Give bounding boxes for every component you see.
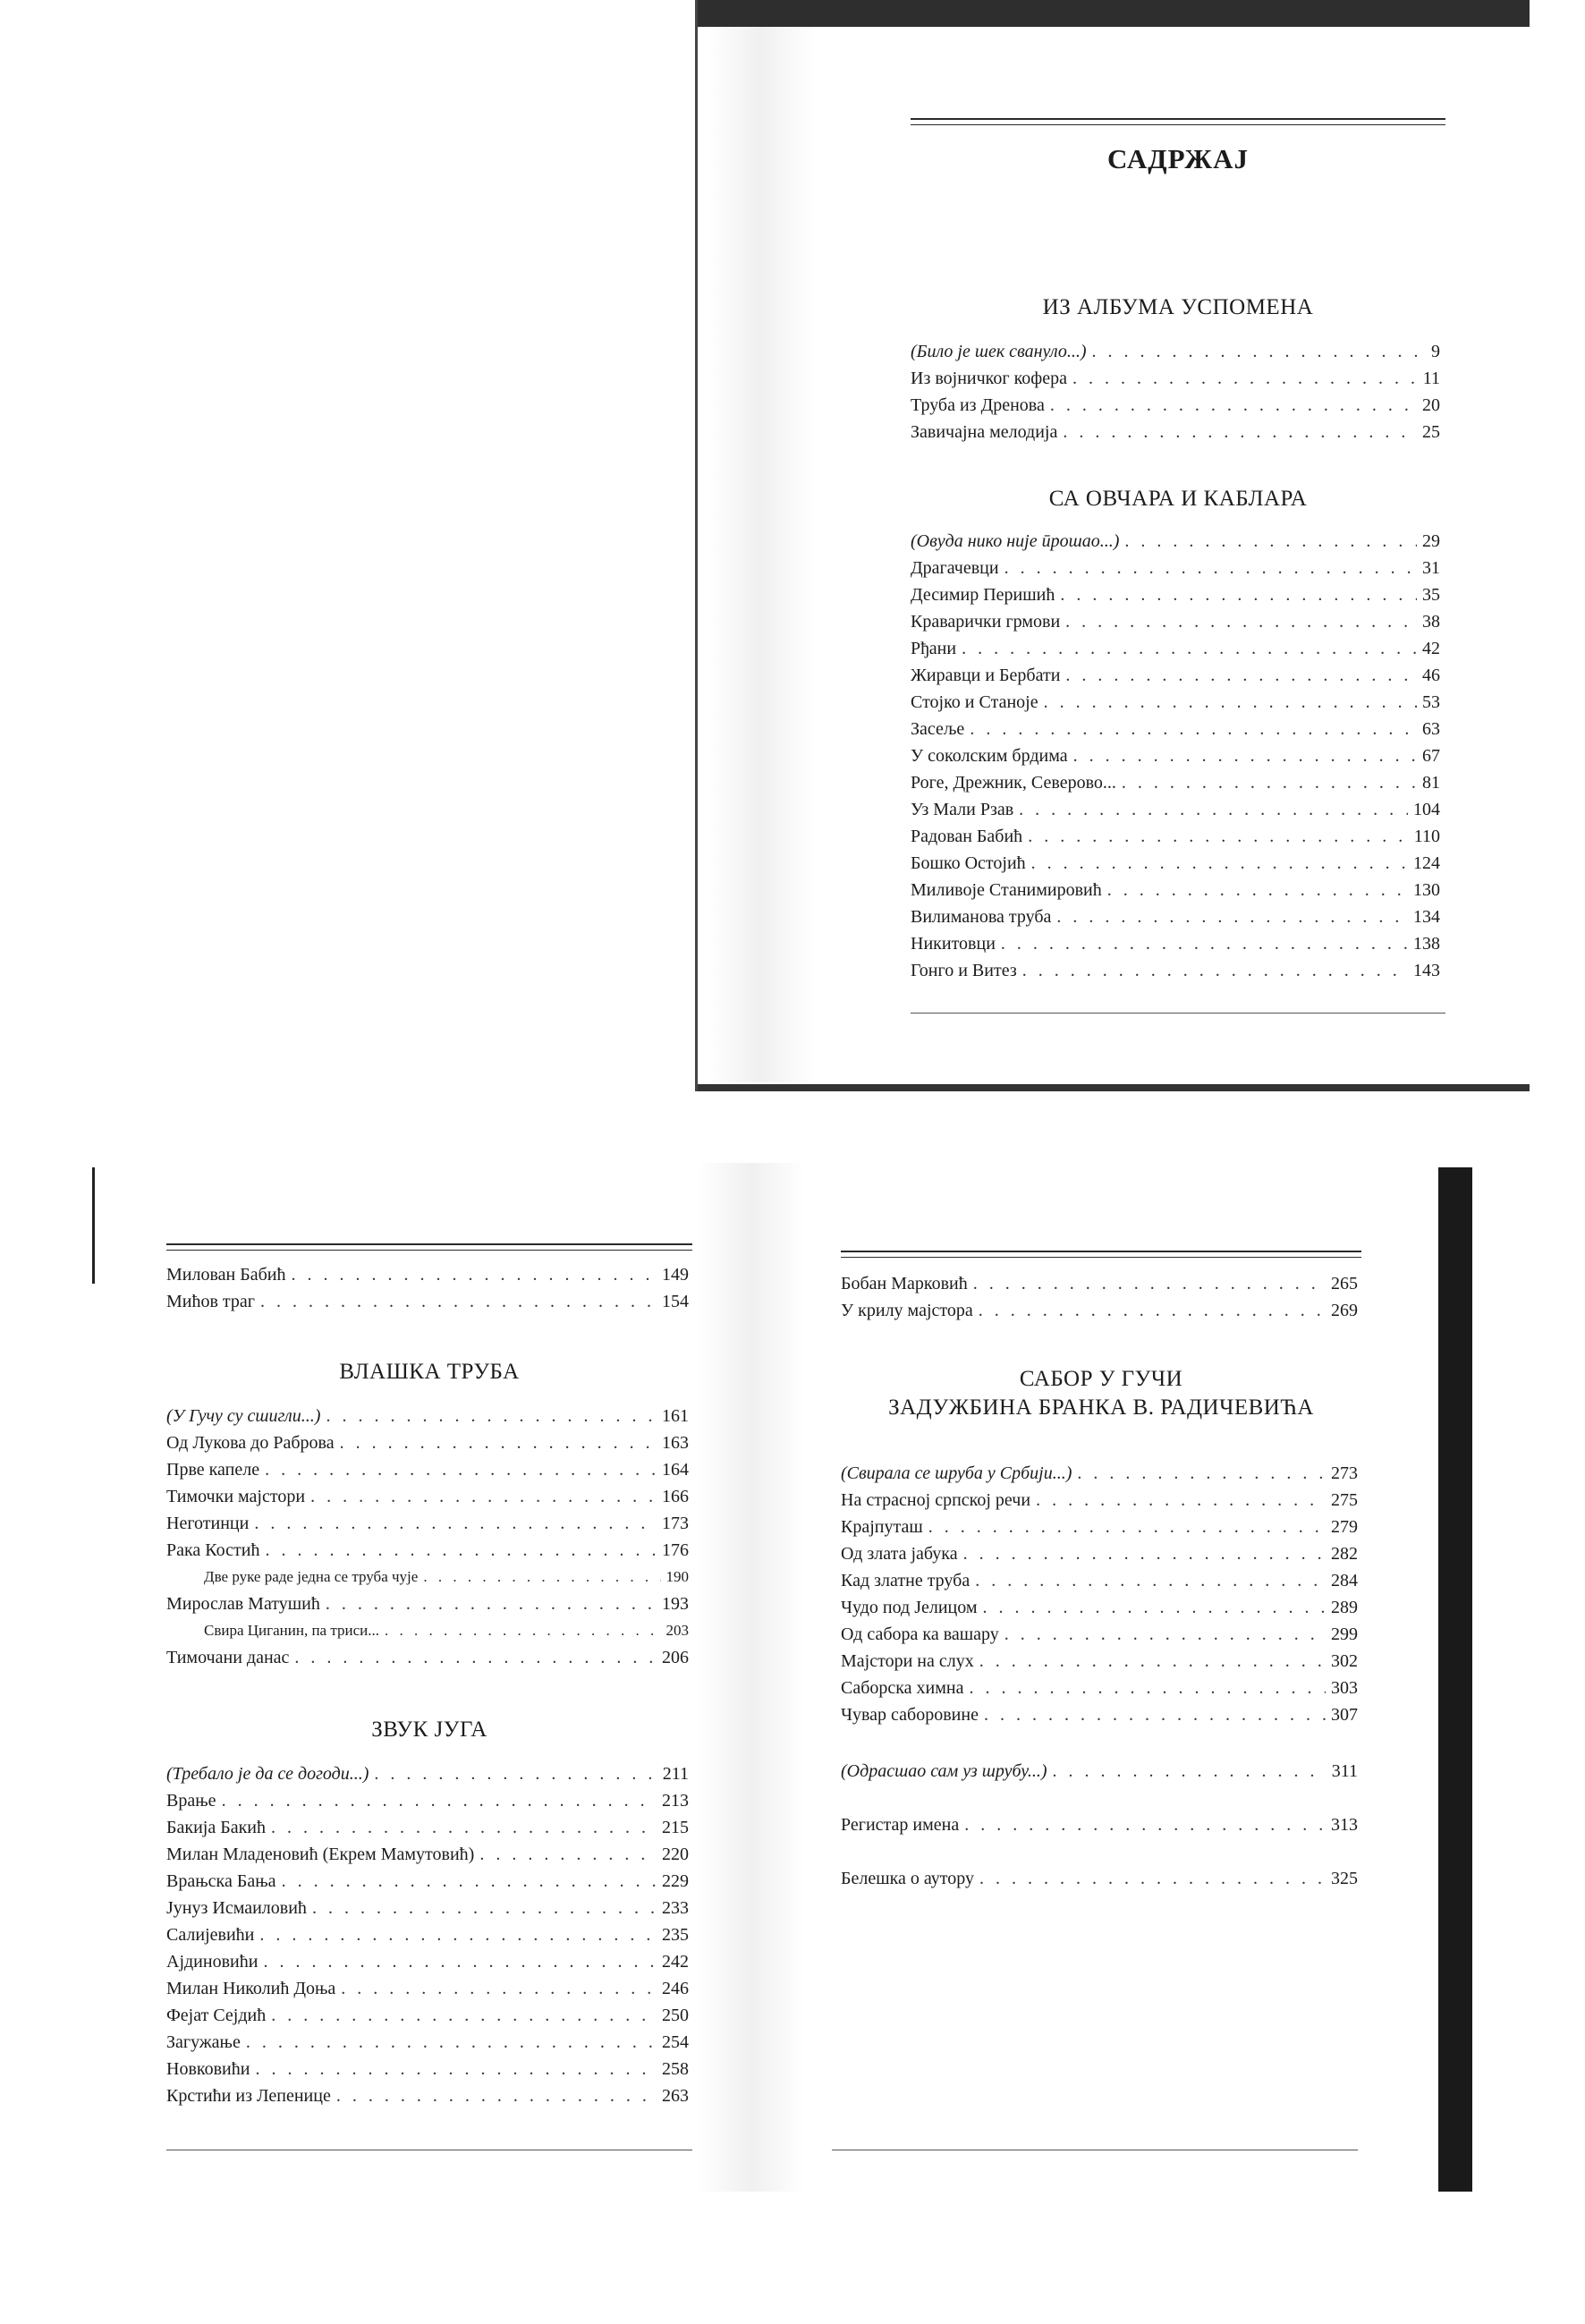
toc-entry-page-number: 166 [662, 1487, 689, 1506]
dot-leader [479, 1841, 657, 1868]
toc-entry-title: У соколским брдима [911, 746, 1068, 766]
toc-entry-page-number: 81 [1422, 773, 1440, 793]
toc-entry-title: Од сабора ка вашару [841, 1624, 999, 1644]
toc-entry-title: Две руке раде једна се труба чује [204, 1568, 419, 1585]
toc-entry-page-number: 289 [1331, 1598, 1358, 1617]
toc-entry-title: Врањска Бања [166, 1871, 276, 1891]
toc-entry-title: Од Лукова до Раброва [166, 1433, 335, 1453]
toc-entry-title: Завичајна мелодија [911, 422, 1058, 442]
toc-entry-page-number: 311 [1331, 1761, 1358, 1781]
toc-entry-title: Стојко и Станоје [911, 692, 1038, 712]
toc-entry-title: Од злата јабука [841, 1544, 958, 1564]
dot-leader [341, 1975, 657, 2002]
toc-entry-title: Крајпуташ [841, 1517, 923, 1537]
toc-entry [911, 823, 1440, 850]
toc-entry-title: Милован Бабић [166, 1265, 286, 1285]
dot-leader [1019, 796, 1408, 823]
toc-entry [166, 2056, 689, 2082]
right-top-rule [841, 1251, 1361, 1258]
toc-entry-title: (У Гучу су сшигли...) [166, 1406, 321, 1426]
dot-leader [1077, 1460, 1326, 1487]
toc-entry [911, 338, 1440, 365]
toc-entry-title: Радован Бабић [911, 827, 1023, 846]
dot-leader [962, 635, 1417, 662]
dot-leader [263, 1948, 657, 1975]
dot-leader [1004, 555, 1417, 581]
dot-leader [1028, 823, 1409, 850]
toc-entry-title: Неготинци [166, 1514, 250, 1533]
dot-leader [1004, 1621, 1326, 1648]
toc-entry-page-number: 235 [662, 1925, 689, 1945]
dot-leader [970, 1675, 1326, 1701]
dot-leader [1044, 689, 1417, 716]
dot-leader [1073, 742, 1417, 769]
toc-entry-page-number: 29 [1422, 531, 1440, 551]
toc-entry-title: Уз Мали Рзав [911, 800, 1014, 819]
dot-leader [1001, 930, 1408, 957]
toc-entry [166, 2002, 689, 2029]
top-rule [911, 118, 1445, 125]
dot-leader [979, 1648, 1326, 1675]
toc-entry-page-number: 233 [662, 1898, 689, 1918]
dot-leader [254, 1510, 657, 1537]
toc-entry-page-number: 67 [1422, 746, 1440, 766]
toc-entry-title: Мирослав Матушић [166, 1594, 320, 1614]
toc-entry [911, 930, 1440, 957]
toc-entry-page-number: 220 [662, 1845, 689, 1864]
toc-entry-title: (Овуда нико није ūрошао...) [911, 531, 1120, 551]
toc-entry [841, 1648, 1358, 1675]
dot-leader [1065, 608, 1417, 635]
toc-entry-title: Новковићи [166, 2059, 250, 2079]
toc-entry [841, 1487, 1358, 1514]
toc-entry-title: Рака Костић [166, 1540, 260, 1560]
toc-entry-page-number: 203 [665, 1622, 689, 1639]
toc-entry-page-number: 193 [662, 1594, 689, 1614]
toc-entry-page-number: 263 [662, 2086, 689, 2106]
toc-entry-page-number: 313 [1331, 1815, 1358, 1835]
toc-entry-page-number: 273 [1331, 1463, 1358, 1483]
dot-leader [979, 1297, 1326, 1324]
toc-entry-title: Салијевићи [166, 1925, 255, 1945]
toc-entry-page-number: 124 [1413, 853, 1440, 873]
toc-entry-title: Милан Николић Доња [166, 1979, 336, 1998]
toc-entry [911, 635, 1440, 662]
toc-entry-page-number: 206 [662, 1648, 689, 1667]
toc-entry-title: Жиравци и Бербати [911, 666, 1061, 685]
dot-leader [259, 1921, 657, 1948]
toc-entry-page-number: 190 [665, 1568, 689, 1585]
toc-list-zvuk [166, 1760, 689, 2109]
toc-entry-title: (Требало је да се догоди...) [166, 1764, 369, 1784]
toc-entry-title: Белешка о аутору [841, 1869, 974, 1888]
toc-entry [911, 365, 1440, 392]
toc-entry-page-number: 110 [1413, 827, 1440, 846]
toc-entry-page-number: 25 [1422, 422, 1440, 442]
toc-entry [911, 742, 1440, 769]
toc-entry-title: Драгачевци [911, 558, 999, 578]
dot-leader [291, 1261, 657, 1288]
toc-entry-page-number: 275 [1331, 1490, 1358, 1510]
toc-entry [166, 1590, 689, 1617]
toc-entry-title: Мајстори на слух [841, 1651, 974, 1671]
toc-entry-title: Крстићи из Лепенице [166, 2086, 331, 2106]
toc-entry [166, 1617, 689, 1644]
toc-entry-page-number: 154 [662, 1292, 689, 1311]
toc-entry [166, 1975, 689, 2002]
toc-list-closing [841, 1758, 1358, 1892]
dot-leader [294, 1644, 657, 1671]
scan-bottom-edge [695, 1084, 1530, 1091]
dot-leader [265, 1537, 657, 1564]
toc-entry-title: Тимочки мајстори [166, 1487, 306, 1506]
toc-entry [841, 1514, 1358, 1540]
section-heading-album: ИЗ АЛБУМА УСПОМЕНА [1042, 295, 1314, 319]
scan-right-page-edge [1438, 1167, 1472, 2192]
toc-entry-title: Роге, Дрежник, Северово... [911, 773, 1116, 793]
dot-leader [1053, 1758, 1326, 1785]
toc-entry-title: Фејат Сејдић [166, 2006, 267, 2025]
toc-entry [841, 1270, 1358, 1297]
section-heading-sabor-line1: САБОР У ГУЧИ [1019, 1367, 1183, 1391]
toc-entry [841, 1567, 1358, 1594]
dot-leader [1063, 419, 1417, 445]
toc-entry [166, 2029, 689, 2056]
toc-entry-title: Гонго и Витез [911, 961, 1017, 980]
toc-entry-page-number: 143 [1413, 961, 1440, 980]
toc-entry-page-number: 38 [1422, 612, 1440, 632]
toc-entry [166, 1483, 689, 1510]
dot-leader [423, 1564, 660, 1590]
dot-leader [970, 716, 1417, 742]
toc-entry-page-number: 164 [662, 1460, 689, 1480]
toc-entry-title: (Било је шек свануло...) [911, 342, 1087, 361]
scan-top-edge [695, 0, 1530, 27]
toc-entry-title: Десимир Перишић [911, 585, 1055, 605]
toc-entry [841, 1811, 1358, 1838]
toc-entry-page-number: 211 [662, 1764, 689, 1784]
toc-entry-page-number: 134 [1413, 907, 1440, 927]
toc-entry-title: Кад златне труба [841, 1571, 970, 1590]
toc-entry [841, 1675, 1358, 1701]
toc-entry-title: Саборска химна [841, 1678, 964, 1698]
toc-entry-title: Свира Циганин, па триси... [204, 1622, 379, 1639]
toc-entry [911, 555, 1440, 581]
toc-entry-page-number: 63 [1422, 719, 1440, 739]
toc-entry [911, 689, 1440, 716]
toc-entry [166, 1537, 689, 1564]
dot-leader [326, 1403, 657, 1429]
bottom-rule [911, 1013, 1445, 1014]
toc-entry [166, 1841, 689, 1868]
toc-entry-page-number: 246 [662, 1979, 689, 1998]
toc-entry [841, 1540, 1358, 1567]
toc-entry [911, 877, 1440, 903]
dot-leader [963, 1540, 1326, 1567]
toc-entry-page-number: 176 [662, 1540, 689, 1560]
toc-entry [166, 2082, 689, 2109]
toc-entry-title: Ајдиновићи [166, 1952, 259, 1972]
toc-entry-page-number: 215 [662, 1818, 689, 1837]
toc-entry-page-number: 303 [1331, 1678, 1358, 1698]
toc-entry-page-number: 325 [1331, 1869, 1358, 1888]
toc-entry [166, 1456, 689, 1483]
toc-entry [166, 1760, 689, 1787]
toc-list-left-intro [166, 1261, 689, 1315]
toc-entry [166, 1868, 689, 1895]
toc-entry [166, 1895, 689, 1921]
dot-leader [1036, 1487, 1326, 1514]
toc-entry-page-number: 11 [1422, 369, 1440, 388]
dot-leader [975, 1567, 1326, 1594]
toc-entry [911, 903, 1440, 930]
dot-leader [271, 2002, 657, 2029]
dot-leader [326, 1590, 657, 1617]
toc-entry [841, 1621, 1358, 1648]
dot-leader [260, 1288, 657, 1315]
toc-entry-title: Никитовци [911, 934, 996, 954]
toc-entry-title: Чувар сабoровине [841, 1705, 979, 1725]
toc-entry-page-number: 279 [1331, 1517, 1358, 1537]
toc-entry-page-number: 254 [662, 2032, 689, 2052]
toc-entry-title: Чудо под Јелицом [841, 1598, 978, 1617]
toc-entry [166, 1261, 689, 1288]
toc-entry [166, 1644, 689, 1671]
toc-entry-page-number: 250 [662, 2006, 689, 2025]
toc-entry-page-number: 307 [1331, 1705, 1358, 1725]
toc-entry [841, 1865, 1358, 1892]
toc-entry-title: Тимочани данас [166, 1648, 290, 1667]
toc-entry [911, 662, 1440, 689]
page-title: САДРЖАЈ [1107, 143, 1249, 174]
scan-left-page-edge [92, 1167, 95, 1284]
toc-entry [166, 1921, 689, 1948]
toc-entry [911, 796, 1440, 823]
dot-leader [1056, 903, 1408, 930]
toc-entry-title: Врање [166, 1791, 216, 1811]
toc-entry-title: Миливоје Станимировић [911, 880, 1102, 900]
toc-entry-title: Бакија Бакић [166, 1818, 266, 1837]
toc-entry [841, 1460, 1358, 1487]
toc-entry [841, 1297, 1358, 1324]
toc-entry-title: Милан Младеновић (Екрем Мамутовић) [166, 1845, 475, 1864]
toc-list-ovcar [911, 528, 1440, 984]
toc-entry [166, 1948, 689, 1975]
scan-left-edge [695, 0, 698, 1091]
dot-leader [1022, 957, 1408, 984]
dot-leader [336, 2082, 657, 2109]
toc-entry-title: Јунуз Исмаиловић [166, 1898, 307, 1918]
toc-list-sabor [841, 1460, 1358, 1728]
toc-entry-page-number: 130 [1413, 880, 1440, 900]
toc-entry [911, 528, 1440, 555]
dot-leader [1092, 338, 1427, 365]
toc-entry-page-number: 46 [1422, 666, 1440, 685]
toc-entry-page-number: 163 [662, 1433, 689, 1453]
toc-entry-page-number: 138 [1413, 934, 1440, 954]
toc-list-right-intro [841, 1270, 1358, 1324]
dot-leader [1060, 581, 1417, 608]
toc-entry [166, 1510, 689, 1537]
dot-leader [1124, 528, 1417, 555]
toc-entry [841, 1594, 1358, 1621]
toc-entry-page-number: 229 [662, 1871, 689, 1891]
page-gutter-top [707, 27, 814, 1082]
dot-leader [983, 1594, 1326, 1621]
dot-leader [964, 1811, 1326, 1838]
toc-entry [166, 1814, 689, 1841]
toc-list-vlaska [166, 1403, 689, 1671]
dot-leader [310, 1483, 657, 1510]
toc-entry-page-number: 161 [662, 1406, 689, 1426]
dot-leader [973, 1270, 1326, 1297]
toc-entry-page-number: 258 [662, 2059, 689, 2079]
toc-entry-page-number: 104 [1413, 800, 1440, 819]
dot-leader [1031, 850, 1408, 877]
dot-leader [282, 1868, 657, 1895]
toc-entry-page-number: 42 [1422, 639, 1440, 658]
dot-leader [385, 1617, 661, 1644]
dot-leader [265, 1456, 657, 1483]
dot-leader [1065, 662, 1417, 689]
toc-entry-page-number: 282 [1331, 1544, 1358, 1564]
toc-entry [911, 957, 1440, 984]
toc-entry-title: Регистар имена [841, 1815, 960, 1835]
toc-list-album [911, 338, 1440, 445]
toc-entry-title: Краварички грмови [911, 612, 1061, 632]
toc-entry-page-number: 284 [1331, 1571, 1358, 1590]
toc-entry [166, 1787, 689, 1814]
dot-leader [312, 1895, 657, 1921]
toc-entry [166, 1429, 689, 1456]
dot-leader [246, 2029, 657, 2056]
toc-entry-title: Бошко Остојић [911, 853, 1026, 873]
toc-entry [911, 850, 1440, 877]
toc-entry-page-number: 35 [1422, 585, 1440, 605]
toc-entry [166, 1564, 689, 1590]
toc-entry-title: На страсној српској речи [841, 1490, 1031, 1510]
section-heading-ovcar: СА ОВЧАРА И КАБЛАРА [1048, 487, 1308, 511]
dot-leader [255, 2056, 657, 2082]
toc-entry-page-number: 213 [662, 1791, 689, 1811]
toc-entry [911, 419, 1440, 445]
toc-entry-page-number: 9 [1431, 342, 1440, 361]
page-gutter-bottom [698, 1163, 805, 2192]
toc-entry [911, 392, 1440, 419]
dot-leader [979, 1865, 1326, 1892]
toc-entry [911, 769, 1440, 796]
dot-leader [1072, 365, 1418, 392]
toc-entry-page-number: 149 [662, 1265, 689, 1285]
toc-entry-page-number: 31 [1422, 558, 1440, 578]
toc-entry [841, 1701, 1358, 1728]
toc-entry [166, 1288, 689, 1315]
toc-entry-page-number: 269 [1331, 1301, 1358, 1320]
toc-entry [911, 716, 1440, 742]
toc-entry-title: У крилу мајстора [841, 1301, 973, 1320]
dot-leader [271, 1814, 657, 1841]
section-heading-vlaska: ВЛАШКА ТРУБА [339, 1360, 520, 1384]
dot-leader [1107, 877, 1408, 903]
toc-entry-title: (Одрасшао сам уз шрубу...) [841, 1761, 1047, 1781]
toc-entry [166, 1403, 689, 1429]
toc-entry-title: Труба из Дренова [911, 395, 1045, 415]
toc-entry-title: Рђани [911, 639, 957, 658]
dot-leader [222, 1787, 657, 1814]
section-heading-sabor-line2: ЗАДУЖБИНА БРАНКА В. РАДИЧЕВИЋА [888, 1395, 1314, 1420]
dot-leader [374, 1760, 657, 1787]
dot-leader [1122, 769, 1417, 796]
toc-entry-title: Прве капеле [166, 1460, 260, 1480]
left-top-rule [166, 1243, 692, 1251]
toc-entry-title: Из војничког кофера [911, 369, 1067, 388]
toc-entry-page-number: 173 [662, 1514, 689, 1533]
toc-entry [911, 581, 1440, 608]
toc-entry-page-number: 265 [1331, 1274, 1358, 1293]
dot-leader [928, 1514, 1326, 1540]
toc-entry [911, 608, 1440, 635]
dot-leader [984, 1701, 1326, 1728]
toc-entry-page-number: 242 [662, 1952, 689, 1972]
dot-leader [340, 1429, 657, 1456]
toc-entry-title: Вилиманова труба [911, 907, 1052, 927]
toc-entry-title: (Свирала се шруба у Србији...) [841, 1463, 1072, 1483]
toc-entry-page-number: 20 [1422, 395, 1440, 415]
toc-entry-page-number: 299 [1331, 1624, 1358, 1644]
toc-entry-title: Мићов траг [166, 1292, 255, 1311]
section-heading-zvuk: ЗВУК ЈУГА [371, 1718, 487, 1742]
toc-entry-page-number: 53 [1422, 692, 1440, 712]
toc-entry-title: Бобан Марковић [841, 1274, 968, 1293]
toc-entry-page-number: 302 [1331, 1651, 1358, 1671]
dot-leader [1050, 392, 1417, 419]
toc-entry-title: Засеље [911, 719, 965, 739]
toc-entry-title: Загужање [166, 2032, 241, 2052]
toc-entry [841, 1758, 1358, 1785]
